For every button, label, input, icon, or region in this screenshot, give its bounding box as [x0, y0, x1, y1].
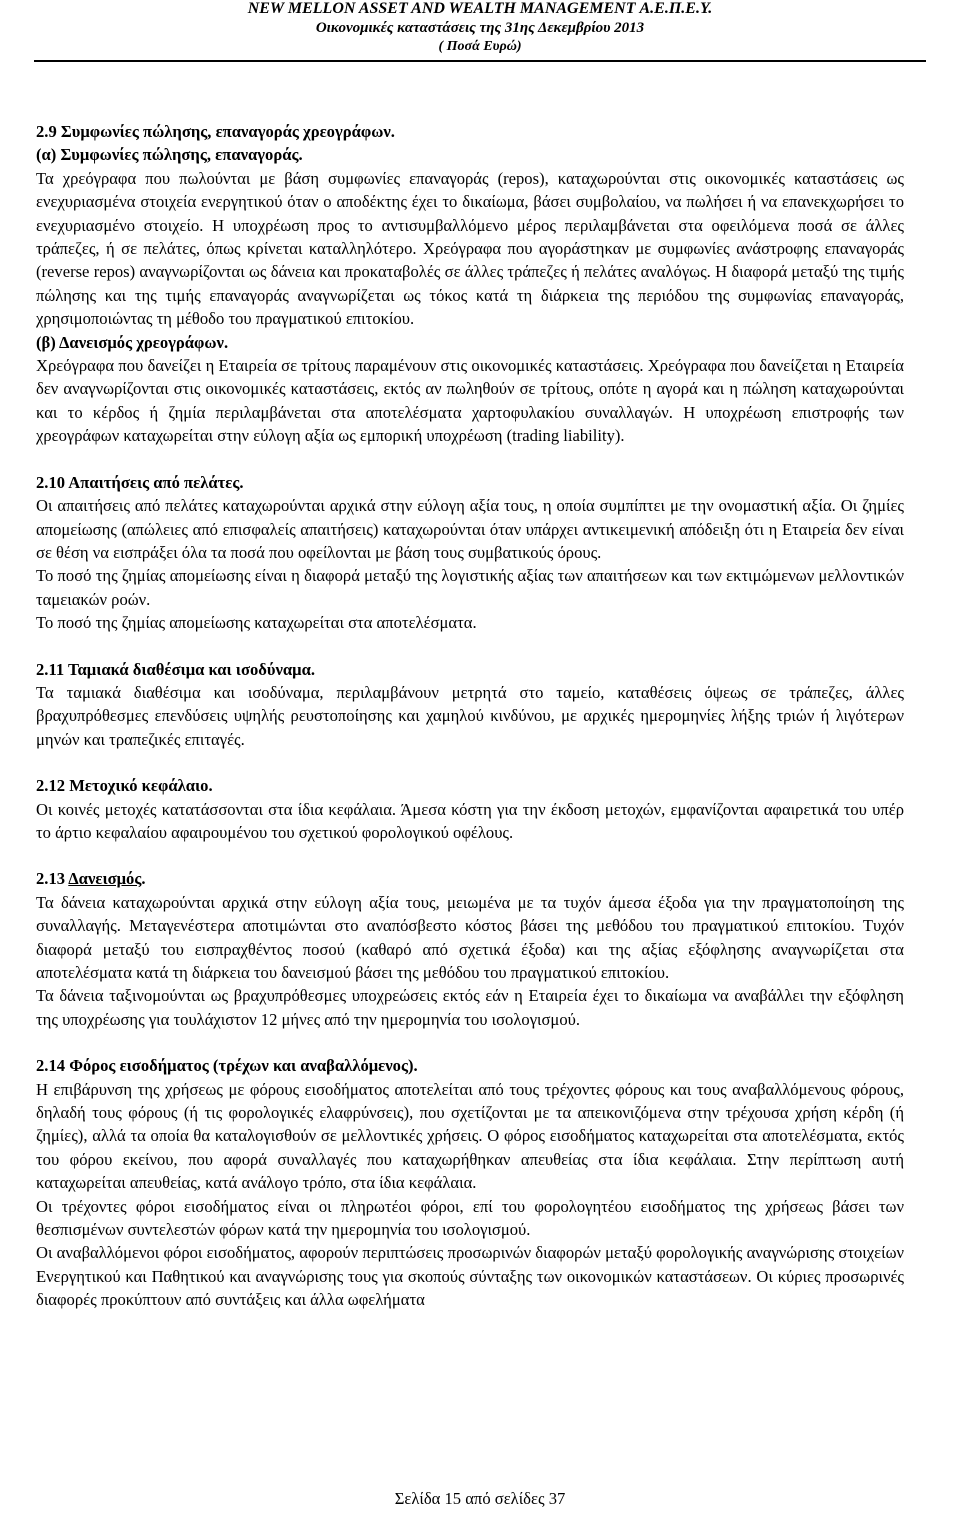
- page-header: [0, 0, 960, 56]
- header-divider: [34, 60, 926, 62]
- subsection-heading: (β) Δανεισμός χρεογράφων.: [36, 332, 229, 352]
- section-title-end: .: [141, 869, 146, 889]
- paragraph: Χρεόγραφα που δανείζει η Εταιρεία σε τρίτους παραμένουν στις οικονομικές καταστάσεις. Χρεόγραφα που δανείζεται η Εταιρεία δεν αναγνωρίζονται στις οικονομικές καταστάσεις, εκτός αν πωληθούν σε τρίτους, οπότε η αγορά και η πώληση καταχωρούνται και το κέρδος ή ζημία περιλαμβάνεται στα αποτελέσματα χαρτοφυλακίου συναλλαγών. Η υποχρέωση επιστροφής των χρεογράφων καταχωρείται στην εύλογη αξία ως εμπορική υποχρέωση (trading liability).: [36, 356, 904, 446]
- spacer: [36, 844, 904, 867]
- section-heading: 2.11 Ταμιακά διαθέσιμα και ισοδύναμα.: [36, 659, 315, 679]
- paragraph: Τα ταμιακά διαθέσιμα και ισοδύναμα, περιλαμβάνουν μετρητά στο ταμείο, καταθέσεις όψεως σε τράπεζες, άλλες βραχυπρόθεσμες επενδύσεις υψηλής ρευστοποίησης και χαμηλού κινδύνου, με αρχικές ημερομηνίες λήξης τριών ή λιγότερων μηνών και τραπεζικές επιταγές.: [36, 682, 904, 749]
- paragraph: Το ποσό της ζημίας απομείωσης είναι η διαφορά μεταξύ της λογιστικής αξίας των απαιτήσεων και των εκτιμώμενων μελλοντικών ταμειακών ροών.: [36, 566, 904, 609]
- paragraph: Οι απαιτήσεις από πελάτες καταχωρούνται αρχικά στην εύλογη αξία τους, η οποία συμπίπτει με την ονομαστική αξία. Οι ζημίες απομείωσης (απώλειες από επισφαλείς απαιτήσεις) καταχωρούνται όταν υπάρχει αντικειμενική απόδειξη ότι η Εταιρεία δεν είναι σε θέση να εισπράξει όλα τα ποσά που οφείλονται με βάση τους συμβατικούς όρους.: [36, 496, 904, 562]
- paragraph: Η επιβάρυνση της χρήσεως με φόρους εισοδήματος αποτελείται από τους τρέχοντες φόρους και τους αναβαλλόμενους φόρους, δηλαδή τους φόρους (ή τις φορολογικές ελαφρύνσεις), που σχετίζονται με τα απεικονιζόμενα στην τρέχουσα χρήση κέρδη (ή ζημίες), αλλά τα οποία θα καταλογισθούν σε μελλοντικές χρήσεις. Ο φόρος εισοδήματος καταχωρείται στα αποτελέσματα, εκτός του φόρου εκείνου, που αφορά συναλλαγές που καταχωρήθηκαν απευθείας στα ίδια κεφάλαια. Στην περίπτωση αυτή καταχωρείται απευθείας, κατά ανάλογο τρόπο, στα ίδια κεφάλαια.: [36, 1079, 904, 1193]
- paragraph: Οι κοινές μετοχές κατατάσσονται στα ίδια κεφάλαια. Άμεσα κόστη για την έκδοση μετοχών, εμφανίζονται αφαιρετικά του υπέρ το άρτιο κεφαλαίου αφαιρουμένου του σχετικού φορολογικού οφέλους.: [36, 799, 904, 842]
- section-title: Δανεισμός: [68, 869, 142, 889]
- spacer: [36, 448, 904, 471]
- paragraph: Οι τρέχοντες φόροι εισοδήματος είναι οι πληρωτέοι φόροι, επί του φορολογητέου εισοδήματος της χρήσεως βάσει των θεσπισμένων συντελεστών φόρων κατά την ημερομηνία του ισολογισμού.: [36, 1196, 904, 1240]
- company-name: NEW MELLON ASSET AND WEALTH MANAGEMENT Α.Ε.Π.Ε.Υ.: [247, 0, 713, 17]
- subsection-heading: (α) Συμφωνίες πώλησης, επαναγοράς.: [36, 145, 303, 165]
- section-heading: [36, 867, 904, 890]
- paragraph: Τα δάνεια ταξινομούνται ως βραχυπρόθεσμες υποχρεώσεις εκτός εάν η Εταιρεία έχει το δικαίωμα να αναβάλλει την εξόφληση της υποχρέωσης για τουλάχιστον 12 μήνες από την ημερομηνία του ισολογισμού.: [36, 986, 904, 1029]
- section-heading: 2.9 Συμφωνίες πώλησης, επαναγοράς χρεογράφων.: [36, 122, 395, 141]
- paragraph: Οι αναβαλλόμενοι φόροι εισοδήματος, αφορούν περιπτώσεις προσωρινών διαφορών μεταξύ φορολογικής αναγνώρισης στοιχείων Ενεργητικού και Παθητικού και αναγνώρισης τους για σκοπούς σύνταξης των οικονομικών καταστάσεων. Οι κύριες προσωρινές διαφορές προκύπτουν από συντάξεις και άλλα ωφελήματα: [36, 1243, 904, 1310]
- paragraph: Το ποσό της ζημίας απομείωσης καταχωρείται στα αποτελέσματα.: [36, 613, 477, 633]
- section-heading: 2.12 Μετοχικό κεφάλαιο.: [36, 776, 213, 796]
- statements-subtitle: Οικονομικές καταστάσεις της 31ης Δεκεμβρίου 2013: [315, 20, 645, 36]
- document-body: [36, 120, 904, 1312]
- section-heading: 2.14 Φόρος εισοδήματος (τρέχων και αναβαλλόμενος).: [36, 1056, 418, 1076]
- section-heading: 2.10 Απαιτήσεις από πελάτες.: [36, 472, 244, 492]
- spacer: [36, 1031, 904, 1054]
- section-number: 2.13: [36, 869, 69, 889]
- paragraph: Τα δάνεια καταχωρούνται αρχικά στην εύλογη αξία τους, μειωμένα με τα τυχόν άμεσα έξοδα για την πραγματοποίηση της συναλλαγής. Μεταγενέστερα αποτιμώνται στο αναπόσβεστο κόστος βάσει της μεθόδου του πραγματικού επιτοκίου. Τυχόν διαφορά μεταξύ του εισπραχθέντος ποσού (καθαρό από σχετικά έξοδα) και της αξίας εξόφλησης αναγνωρίζεται στα αποτελέσματα κατά τη διάρκεια του δανεισμού βάσει της μεθόδου του πραγματικού επιτοκίου.: [36, 892, 904, 982]
- spacer: [36, 751, 904, 774]
- currency-note: ( Ποσά Ευρώ): [438, 39, 522, 54]
- page-number: Σελίδα 15 από σελίδες 37: [394, 1489, 566, 1508]
- spacer: [36, 635, 904, 658]
- paragraph: Τα χρεόγραφα που πωλούνται με βάση συμφωνίες επαναγοράς (repos), καταχωρούνται στις οικονομικές καταστάσεις ως ενεχυριασμένα στοιχεία ενεργητικού όταν ο αποδέκτης έχει το δικαίωμα, βάσει συμβολαίου, να πωλήσει ή να επανεκχωρήσει το ενεχυριασμένο στοιχείο. Η υποχρέωση προς το αντισυμβαλλόμενο μέρος περιλαμβάνεται στα οφειλόμενα ποσά σε άλλες τράπεζες, ή σε πελάτες, όπως κρίνεται καταλληλότερο. Χρεόγραφα που αγοράστηκαν με συμφωνίες ανάστροφης επαναγοράς (reverse repos) αναγνωρίζονται ως δάνεια και προκαταβολές σε άλλες τράπεζες ή πελάτες αναλόγως. Η διαφορά μεταξύ της τιμής πώλησης και της τιμής επαναγοράς αναγνωρίζεται ως τόκος κατά τη διάρκεια της περιόδου της συμφωνίας επαναγοράς, χρησιμοποιώντας τη μέθοδο του πραγματικού επιτοκίου.: [36, 168, 904, 329]
